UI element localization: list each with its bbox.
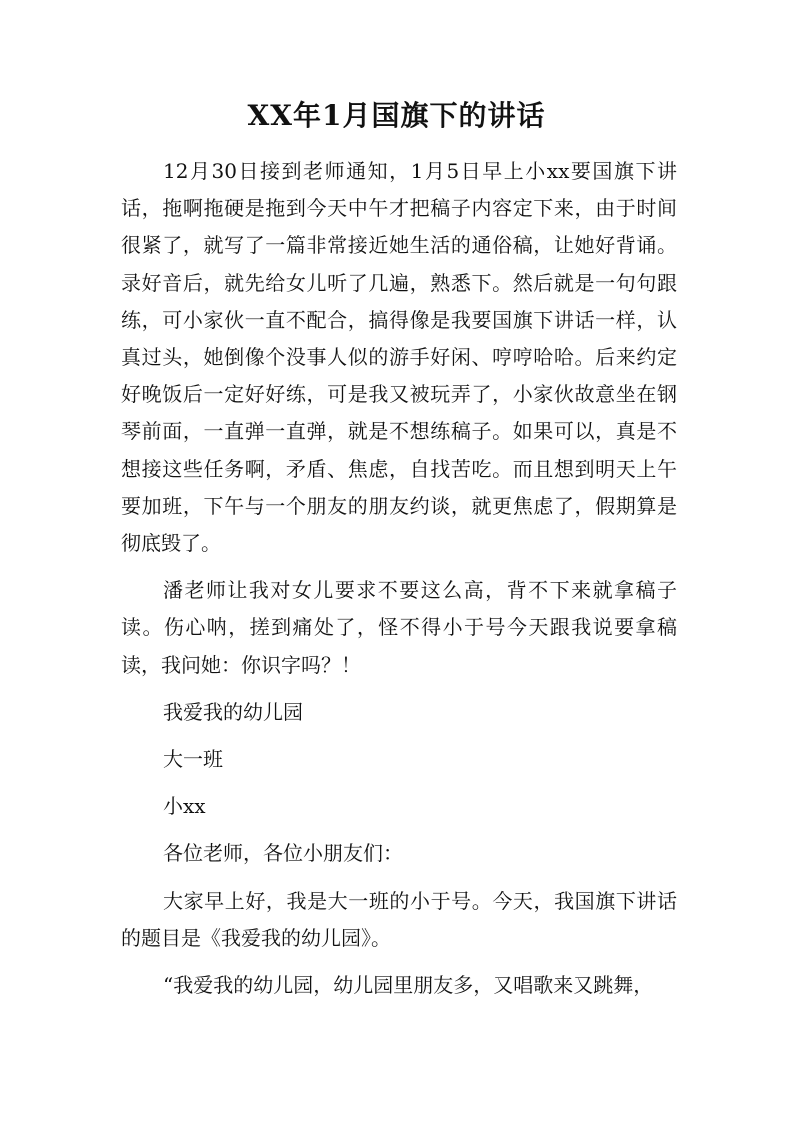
document-body bbox=[121, 153, 677, 1004]
speech-class: 大一班 bbox=[163, 747, 223, 772]
paragraph-notice: 12月30日接到老师通知，1月5日早上小xx要国旗下讲话，拖啊拖硬是拖到今天中午才把稿子内容定下来，由于时间很紧了，就写了一篇非常接近她生活的通俗稿，让她好背诵。录好音后，就先给女儿听了几遍，熟悉下。然后就是一句句跟练，可小家伙一直不配合，搞得像是我要国旗下讲话一样，认真过头，她倒像个没事人似的游手好闲、哼哼哈哈。后来约定好晚饭后一定好好练，可是我又被玩弄了，小家伙故意坐在钢琴前面，一直弹一直弹，就是不想练稿子。如果可以，真是不想接这些任务啊，矛盾、焦虑，自找苦吃。而且想到明天上午要加班，下午与一个朋友的朋友约谈，就更焦虑了，假期算是彻底毁了。 bbox=[121, 159, 677, 556]
speech-poem-line: “我爱我的幼儿园，幼儿园里朋友多，又唱歌来又跳舞， bbox=[163, 973, 654, 998]
speech-greeting: 各位老师，各位小朋友们： bbox=[163, 841, 403, 866]
speech-speaker: 小xx bbox=[163, 794, 206, 819]
document-title: XX年1月国旗下的讲话 bbox=[247, 99, 546, 132]
paragraph-teacher-advice: 潘老师让我对女儿要求不要这么高，背不下来就拿稿子读。伤心呐，搓到痛处了，怪不得小于号今天跟我说要拿稿读，我问她：你识字吗？！ bbox=[121, 578, 677, 677]
speech-intro: 大家早上好，我是大一班的小于号。今天，我国旗下讲话的题目是《我爱我的幼儿园》。 bbox=[121, 888, 677, 950]
speech-title: 我爱我的幼儿园 bbox=[163, 699, 303, 724]
